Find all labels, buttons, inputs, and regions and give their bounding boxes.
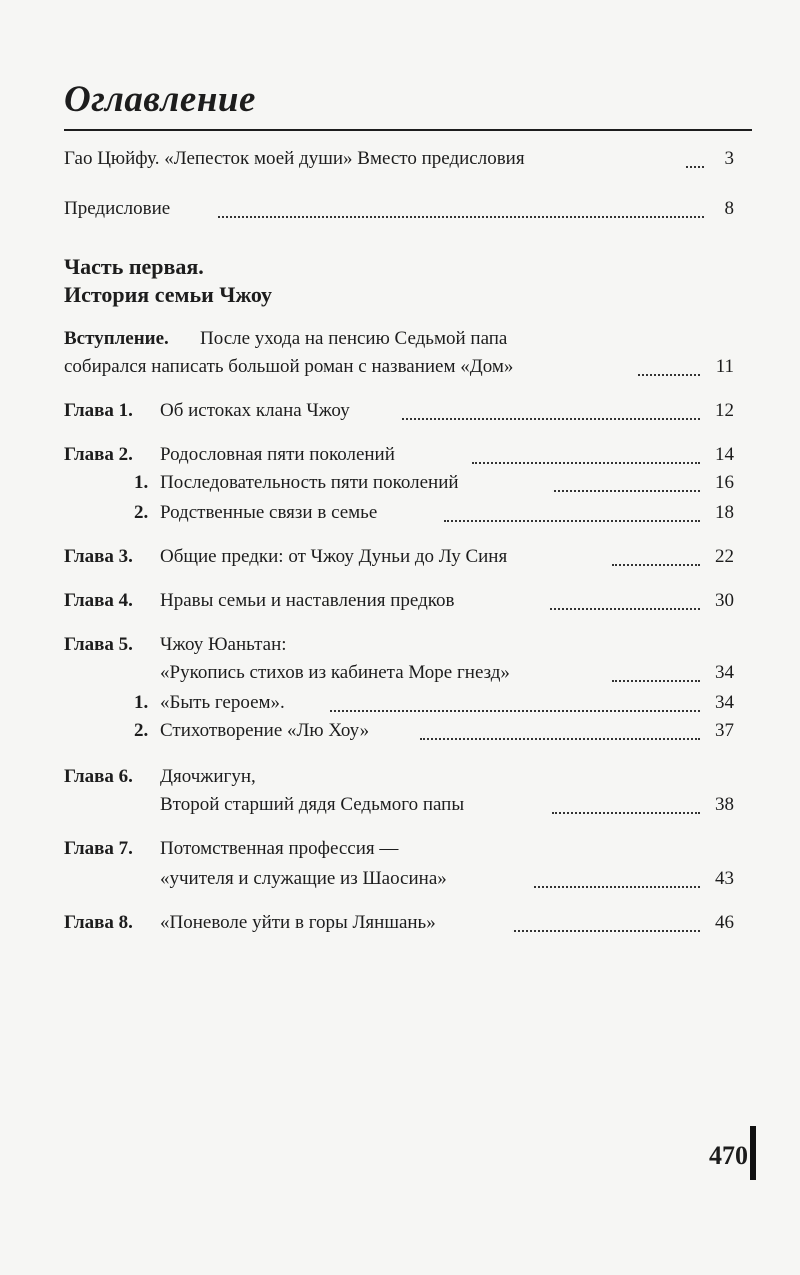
entry-text: Об истоках клана Чжоу: [160, 400, 350, 421]
page-number: 14: [715, 444, 734, 465]
entry-text: Родственные связи в семье: [160, 502, 378, 523]
entry-label: Глава 2.: [64, 444, 133, 465]
entry-label: Глава 8.: [64, 912, 133, 933]
dot-leader: [444, 520, 700, 522]
entry-text: После ухода на пенсию Седьмой папа: [200, 328, 508, 349]
entry-label: Вступление.: [64, 328, 169, 349]
entry-text: Последовательность пяти поколений: [160, 472, 459, 493]
part-heading-line1: Часть первая.: [64, 254, 204, 279]
entry-label: Глава 7.: [64, 838, 133, 859]
toc-entry-foreword-gao[interactable]: [0, 142, 800, 176]
dot-leader: [552, 812, 700, 814]
entry-label: Глава 1.: [64, 400, 133, 421]
toc-entry-chapter-1[interactable]: [0, 394, 800, 428]
page-number: 34: [715, 662, 734, 683]
page-number: 12: [715, 400, 734, 421]
dot-leader: [420, 738, 700, 740]
page-folio: 470: [709, 1141, 748, 1170]
dot-leader: [534, 886, 700, 888]
dot-leader: [638, 374, 700, 376]
dot-leader: [550, 608, 700, 610]
toc-entry-preface[interactable]: [0, 192, 800, 226]
page-title: Оглавление: [64, 79, 256, 120]
page-number: 43: [715, 868, 734, 889]
entry-text: Предисловие: [64, 198, 171, 219]
page-number: 38: [715, 794, 734, 815]
dot-leader: [218, 216, 704, 218]
entry-label: Глава 6.: [64, 766, 133, 787]
entry-text: Стихотворение «Лю Хоу»: [160, 720, 370, 741]
page-number: 30: [715, 590, 734, 611]
dot-leader: [514, 930, 700, 932]
toc-entry-chapter-2-2[interactable]: [0, 496, 800, 530]
entry-label: 2.: [134, 502, 149, 523]
toc-entry-chapter-5-2[interactable]: [0, 714, 800, 748]
part-heading-line2: История семьи Чжоу: [64, 282, 273, 307]
entry-text: Второй старший дядя Седьмого папы: [160, 794, 465, 815]
page-number: 46: [715, 912, 734, 933]
entry-text: «учителя и служащие из Шаосина»: [160, 868, 447, 889]
entry-text: Дяочжигун,: [160, 766, 256, 787]
entry-text: Потомственная профессия —: [160, 838, 399, 859]
entry-text: Гао Цюйфу. «Лепесток моей души» Вместо предисловия: [64, 148, 525, 169]
page-number: 3: [724, 148, 734, 169]
entry-text: Нравы семьи и наставления предков: [160, 590, 455, 611]
dot-leader: [472, 462, 700, 464]
title-underline: [64, 129, 752, 131]
entry-label: Глава 3.: [64, 546, 133, 567]
entry-text: Общие предки: от Чжоу Дуньи до Лу Синя: [160, 546, 508, 567]
page-number: 37: [715, 720, 734, 741]
dot-leader: [612, 680, 700, 682]
dot-leader: [330, 710, 700, 712]
dot-leader: [554, 490, 700, 492]
entry-label: 2.: [134, 720, 149, 741]
entry-text: «Быть героем».: [160, 692, 285, 713]
entry-label: Глава 4.: [64, 590, 133, 611]
page-number: 22: [715, 546, 734, 567]
entry-text: собирался написать большой роман с названием «Дом»: [64, 356, 514, 377]
toc-entry-chapter-7-line1[interactable]: [0, 832, 800, 866]
entry-text: Чжоу Юаньтан:: [160, 634, 287, 655]
entry-label: 1.: [134, 472, 149, 493]
toc-entry-chapter-4[interactable]: [0, 584, 800, 618]
toc-entry-chapter-7-line2[interactable]: [0, 862, 800, 896]
entry-text: «Поневоле уйти в горы Ляншань»: [160, 912, 436, 933]
dot-leader: [612, 564, 700, 566]
folio-bar: [750, 1126, 756, 1180]
page-number: 18: [715, 502, 734, 523]
page-number: 16: [715, 472, 734, 493]
page-number: 11: [715, 356, 734, 377]
entry-text: Родословная пяти поколений: [160, 444, 395, 465]
entry-label: 1.: [134, 692, 149, 713]
entry-text: «Рукопись стихов из кабинета Море гнезд»: [160, 662, 510, 683]
toc-entry-chapter-8[interactable]: [0, 906, 800, 940]
page-number: 8: [724, 198, 734, 219]
dot-leader: [402, 418, 700, 420]
page-number: 34: [715, 692, 734, 713]
toc-entry-chapter-2-1[interactable]: [0, 466, 800, 500]
toc-entry-chapter-6-line2[interactable]: [0, 788, 800, 822]
toc-entry-chapter-5-line2[interactable]: [0, 656, 800, 690]
toc-entry-chapter-3[interactable]: [0, 540, 800, 574]
entry-label: Глава 5.: [64, 634, 133, 655]
toc-entry-intro-line2[interactable]: [0, 350, 800, 384]
